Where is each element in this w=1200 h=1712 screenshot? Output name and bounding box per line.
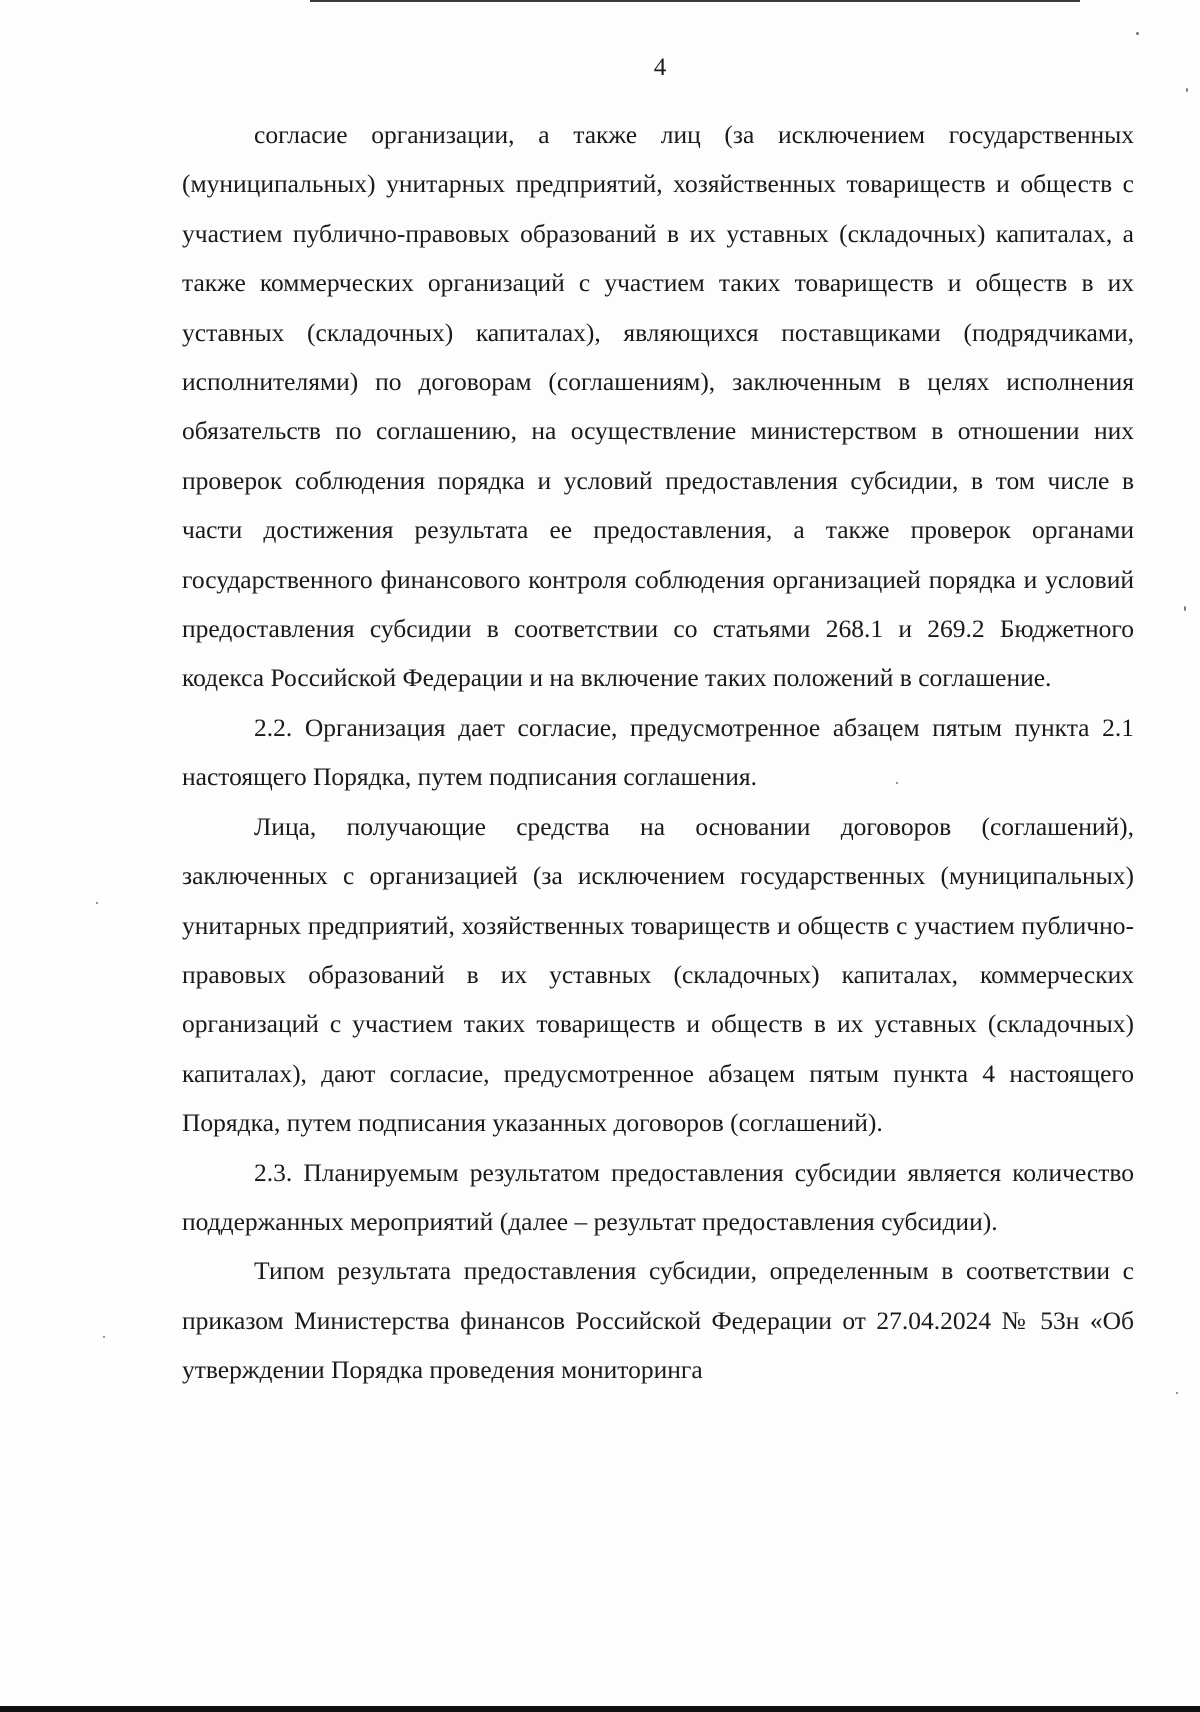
scan-speck — [1176, 1392, 1178, 1394]
scan-speck — [1186, 88, 1188, 92]
scan-speck — [103, 1336, 105, 1338]
paragraph-consent-of-persons: Лица, получающие средства на основании договоров (соглашений), заключенных с организацией (за исключением государственных (муниципальных) унитарных предприятий, хозяйственных товариществ и обществ с участием публично-правовых образований в их уставных (складочных) капиталах, коммерческих организаций с участием таких товариществ и обществ в их уставных (складочных) капиталах), дают согласие, предусмотренное абзацем пятым пункта 4 настоящего Порядка, путем подписания указанных договоров (соглашений). — [182, 811, 1134, 1138]
paragraph-2-3: 2.3. Планируемым результатом предоставления субсидии является количество поддержанных мероприятий (далее – результат предоставления субсидии). — [182, 1157, 1134, 1236]
scan-speck — [1184, 606, 1186, 611]
paragraph-2-2: 2.2. Организация дает согласие, предусмотренное абзацем пятым пункта 2.1 настоящего Порядка, путем подписания соглашения. — [182, 712, 1134, 792]
page-number: 4 — [653, 54, 667, 81]
scan-speck — [96, 902, 98, 904]
paragraph-continuation: согласие организации, а также лиц (за исключением государственных (муниципальных) унитарных предприятий, хозяйственных товариществ и обществ с участием публично-правовых образований в их уставных (складочных) капиталах, а также коммерческих организаций с участием таких товариществ и обществ в их уставных (складочных) капиталах), являющихся поставщиками (подрядчиками, исполнителями) по договорам (соглашениям), заключенным в целях исполнения обязательств по соглашению, на осуществление министерством в отношении них проверок соблюдения порядка и условий предоставления субсидии, в том числе в части достижения результата ее предоставления, а также проверок органами государственного финансового контроля соблюдения организацией порядка и условий предоставления субсидии в соответствии со статьями 268.1 и 269.2 Бюджетного кодекса Российской Федерации и на включение таких положений в соглашение. — [182, 120, 1134, 693]
document-body — [182, 110, 1134, 1395]
scan-speck — [896, 782, 898, 784]
scan-edge-bottom — [0, 1706, 1200, 1712]
scan-speck — [1136, 32, 1139, 35]
paragraph-result-type: Типом результата предоставления субсидии, определенным в соответствии с приказом Министерства финансов Российской Федерации от 27.04.2024 № 53н «Об утверждении Порядка проведения мониторинга — [182, 1256, 1134, 1385]
scan-edge-top — [310, 0, 1080, 2]
